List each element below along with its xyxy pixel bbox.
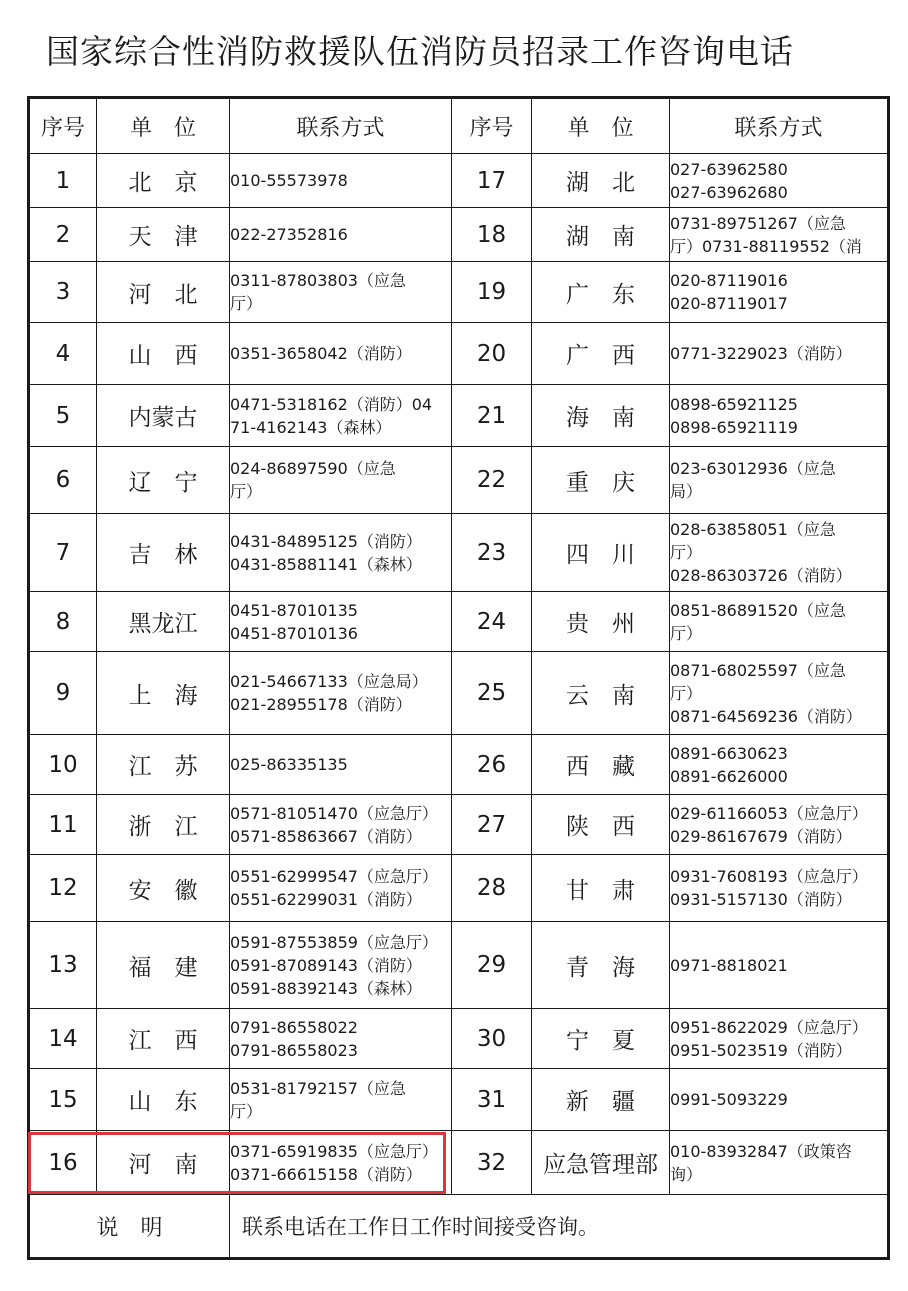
contact-info [230, 323, 452, 385]
phone-line: 0731-89751267（应急 [670, 213, 846, 233]
phone-line: 0471-5318162（消防）04 [230, 394, 433, 414]
row-number: 19 [452, 262, 532, 323]
contact-info [670, 855, 889, 922]
table-row [29, 154, 889, 208]
row-number: 5 [29, 385, 97, 447]
unit-name: 宁 夏 [532, 1009, 670, 1069]
row-number: 10 [29, 735, 97, 795]
row-number: 28 [452, 855, 532, 922]
phone-line: 0551-62299031（消防） [230, 890, 422, 909]
phone-line: 021-54667133（应急局） [230, 672, 428, 691]
unit-name: 甘 肃 [532, 855, 670, 922]
contact-info [230, 447, 452, 514]
unit-name: 海 南 [532, 385, 670, 447]
phone-line: 0371-66615158（消防） [230, 1164, 422, 1184]
header-unit: 单 位 [532, 98, 670, 154]
phone-line: 025-86335135 [230, 755, 348, 774]
phone-line: 0871-68025597（应急 [670, 660, 846, 680]
row-number: 17 [452, 154, 532, 208]
note-label: 说明 [29, 1195, 230, 1259]
header-contact: 联系方式 [670, 98, 889, 154]
phone-line: 0951-5023519（消防） [670, 1040, 852, 1060]
phone-line: 022-27352816 [230, 225, 348, 244]
phone-line: 023-63012936（应急 [670, 459, 836, 478]
row-number: 14 [29, 1009, 97, 1069]
table-header-row [29, 98, 889, 154]
unit-name: 吉 林 [97, 514, 230, 592]
table-row [29, 592, 889, 652]
header-seq: 序号 [452, 98, 532, 154]
row-number: 32 [452, 1131, 532, 1195]
row-number: 26 [452, 735, 532, 795]
table-row [29, 208, 889, 262]
phone-line: 0591-87089143（消防） [230, 955, 422, 975]
row-number: 24 [452, 592, 532, 652]
unit-name: 湖 南 [532, 208, 670, 262]
unit-name: 北 京 [97, 154, 230, 208]
phone-line: 027-63962680 [670, 182, 788, 202]
row-number: 29 [452, 922, 532, 1009]
contact-info [230, 514, 452, 592]
phone-line: 010-83932847（政策咨 [670, 1141, 852, 1161]
row-number: 7 [29, 514, 97, 592]
phone-line: 020-87119016 [670, 271, 788, 290]
unit-name: 应急管理部 [532, 1131, 670, 1195]
contact-info [670, 447, 889, 514]
phone-line: 0771-3229023（消防） [670, 344, 852, 363]
phone-line: 厅） [230, 1101, 263, 1121]
phone-line: 0351-3658042（消防） [230, 344, 412, 363]
contact-info [670, 262, 889, 323]
unit-name: 贵 州 [532, 592, 670, 652]
unit-name: 上 海 [97, 652, 230, 735]
row-number: 15 [29, 1069, 97, 1131]
phone-line: 0931-5157130（消防） [670, 890, 852, 909]
page-title: 国家综合性消防救援队伍消防员招录工作咨询电话 [46, 32, 794, 71]
contact-info [670, 208, 889, 262]
row-number: 8 [29, 592, 97, 652]
phone-line: 020-87119017 [670, 294, 788, 313]
row-number: 27 [452, 795, 532, 855]
phone-line: 028-63858051（应急 [670, 520, 836, 539]
table-row [29, 795, 889, 855]
phone-line: 71-4162143（森林） [230, 417, 392, 437]
table-row [29, 1009, 889, 1069]
unit-name: 福 建 [97, 922, 230, 1009]
contact-info [670, 1131, 889, 1195]
contact-info [670, 154, 889, 208]
unit-name: 西 藏 [532, 735, 670, 795]
phone-line: 029-86167679（消防） [670, 826, 852, 846]
row-number: 30 [452, 1009, 532, 1069]
row-number: 4 [29, 323, 97, 385]
row-number: 11 [29, 795, 97, 855]
phone-line: 0851-86891520（应急 [670, 600, 846, 620]
phone-line: 0891-6630623 [670, 743, 788, 763]
phone-line: 010-55573978 [230, 171, 348, 190]
contact-info [230, 735, 452, 795]
row-number: 20 [452, 323, 532, 385]
unit-name: 天 津 [97, 208, 230, 262]
unit-name: 陕 西 [532, 795, 670, 855]
contact-info [230, 262, 452, 323]
unit-name: 辽 宁 [97, 447, 230, 514]
phone-line: 0898-65921125 [670, 394, 798, 414]
contact-info [670, 592, 889, 652]
phone-line: 厅） [230, 294, 263, 313]
phone-line: 027-63962580 [670, 159, 788, 179]
contact-info [670, 652, 889, 735]
unit-name: 云 南 [532, 652, 670, 735]
header-seq: 序号 [29, 98, 97, 154]
phone-line: 0891-6626000 [670, 766, 788, 786]
row-number: 1 [29, 154, 97, 208]
unit-name: 河 南 [97, 1131, 230, 1195]
contact-info [230, 154, 452, 208]
unit-name: 新 疆 [532, 1069, 670, 1131]
contact-info [670, 922, 889, 1009]
note-row [29, 1195, 889, 1259]
phone-line: 0591-87553859（应急厅） [230, 932, 438, 952]
phone-line: 0431-84895125（消防） [230, 531, 422, 551]
phone-line: 0431-85881141（森林） [230, 554, 422, 574]
phone-line: 询） [670, 1164, 703, 1184]
phone-line: 0371-65919835（应急厅） [230, 1141, 438, 1161]
contact-info [230, 855, 452, 922]
row-number: 12 [29, 855, 97, 922]
phone-line: 0451-87010136 [230, 623, 358, 643]
phone-line: 024-86897590（应急 [230, 459, 396, 478]
phone-line: 028-86303726（消防） [670, 566, 852, 585]
contact-info [230, 1069, 452, 1131]
row-number: 2 [29, 208, 97, 262]
phone-line: 0571-85863667（消防） [230, 826, 422, 846]
contact-info [670, 735, 889, 795]
phone-line: 0571-81051470（应急厅） [230, 803, 438, 823]
phone-line: 厅） [670, 683, 703, 703]
contact-info [670, 514, 889, 592]
phone-line: 029-61166053（应急厅） [670, 803, 868, 823]
contact-info [670, 795, 889, 855]
unit-name: 广 东 [532, 262, 670, 323]
table-row [29, 922, 889, 1009]
unit-name: 内蒙古 [97, 385, 230, 447]
row-number: 6 [29, 447, 97, 514]
contact-info [230, 652, 452, 735]
header-unit: 单 位 [97, 98, 230, 154]
unit-name: 湖 北 [532, 154, 670, 208]
unit-name: 四 川 [532, 514, 670, 592]
table-row [29, 735, 889, 795]
unit-name: 江 西 [97, 1009, 230, 1069]
phone-line: 局） [670, 482, 703, 501]
unit-name: 浙 江 [97, 795, 230, 855]
contact-info [230, 1009, 452, 1069]
unit-name: 江 苏 [97, 735, 230, 795]
table-row [29, 1069, 889, 1131]
phone-line: 厅）0731-88119552（消 [670, 236, 862, 256]
unit-name: 青 海 [532, 922, 670, 1009]
contact-info [670, 385, 889, 447]
phone-line: 0991-5093229 [670, 1090, 788, 1109]
contact-info [230, 208, 452, 262]
phone-line: 0791-86558023 [230, 1040, 358, 1060]
phone-line: 0791-86558022 [230, 1017, 358, 1037]
unit-name: 山 东 [97, 1069, 230, 1131]
phone-line: 厅） [670, 543, 703, 562]
phone-line: 0971-8818021 [670, 955, 788, 975]
note-text: 联系电话在工作日工作时间接受咨询。 [230, 1195, 889, 1259]
header-contact: 联系方式 [230, 98, 452, 154]
table-row [29, 855, 889, 922]
row-number: 21 [452, 385, 532, 447]
unit-name: 广 西 [532, 323, 670, 385]
phone-line: 0531-81792157（应急 [230, 1078, 406, 1098]
contact-info [670, 1069, 889, 1131]
unit-name: 黑龙江 [97, 592, 230, 652]
table-row [29, 385, 889, 447]
contact-info [670, 1009, 889, 1069]
contact-info [670, 323, 889, 385]
phone-line: 0591-88392143（森林） [230, 978, 422, 998]
row-number: 31 [452, 1069, 532, 1131]
phone-line: 0871-64569236（消防） [670, 706, 862, 726]
phone-line: 0951-8622029（应急厅） [670, 1017, 868, 1037]
contact-info [230, 1131, 452, 1195]
contact-table [27, 96, 890, 1260]
table-row [29, 514, 889, 592]
row-number: 18 [452, 208, 532, 262]
table-row [29, 1131, 889, 1195]
row-number: 16 [29, 1131, 97, 1195]
row-number: 9 [29, 652, 97, 735]
row-number: 13 [29, 922, 97, 1009]
phone-line: 0931-7608193（应急厅） [670, 867, 868, 886]
unit-name: 重 庆 [532, 447, 670, 514]
table-row [29, 652, 889, 735]
unit-name: 河 北 [97, 262, 230, 323]
table-row [29, 262, 889, 323]
unit-name: 山 西 [97, 323, 230, 385]
row-number: 3 [29, 262, 97, 323]
row-number: 25 [452, 652, 532, 735]
phone-line: 021-28955178（消防） [230, 695, 412, 714]
row-number: 22 [452, 447, 532, 514]
phone-line: 0311-87803803（应急 [230, 271, 406, 290]
unit-name: 安 徽 [97, 855, 230, 922]
phone-line: 0551-62999547（应急厅） [230, 867, 438, 886]
contact-info [230, 385, 452, 447]
contact-info [230, 922, 452, 1009]
table-row [29, 447, 889, 514]
contact-info [230, 592, 452, 652]
phone-line: 0451-87010135 [230, 600, 358, 620]
contact-info [230, 795, 452, 855]
phone-line: 0898-65921119 [670, 417, 798, 437]
table-row [29, 323, 889, 385]
phone-line: 厅） [230, 482, 263, 501]
row-number: 23 [452, 514, 532, 592]
phone-line: 厅） [670, 623, 703, 643]
